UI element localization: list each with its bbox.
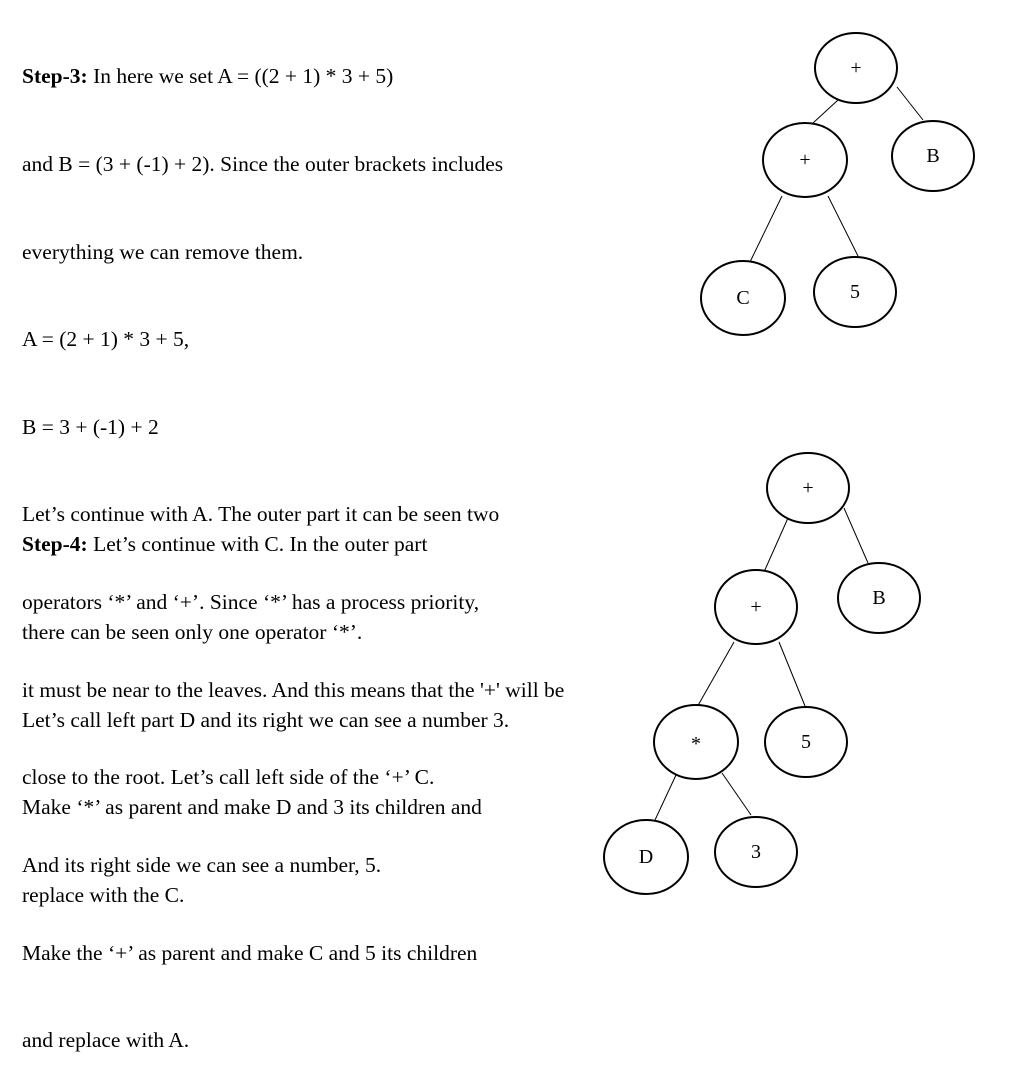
step3-label-c: C: [736, 287, 750, 309]
step4-label-mid: +: [750, 596, 762, 618]
step3-heading: Step-3:: [22, 64, 88, 89]
step3-line-6: operators ‘*’ and ‘+’. Since ‘*’ has a process priority,: [22, 590, 480, 615]
step3-label-root: +: [850, 57, 862, 79]
step4-line-3: Make ‘*’ as parent and make D and 3 its children and: [22, 795, 482, 820]
step4-tree: [604, 453, 920, 894]
step4-edge-star-3: [722, 773, 751, 815]
step4-edge-mid-star: [696, 642, 734, 709]
step4-edge-root-mid: [764, 518, 788, 572]
step3-line-9: And its right side we can see a number, 5.: [22, 852, 382, 877]
step4-heading: Step-4:: [22, 532, 88, 557]
step3-tree: [701, 33, 974, 335]
step4-line-0: Step-4: Let’s continue with C. In the outer part: [22, 532, 428, 557]
step3-line-2: everything we can remove them.: [22, 239, 304, 264]
step3-label-5: 5: [850, 281, 860, 303]
step4-edge-root-b: [844, 508, 868, 563]
step3-line-11: and replace with A.: [22, 1028, 190, 1053]
step4-edge-mid-5: [779, 642, 805, 706]
step3-line-5: Let’s continue with A. The outer part it can be seen two: [22, 502, 500, 527]
step4-label-star: *: [691, 733, 701, 755]
step4-label-3: 3: [751, 841, 761, 863]
step3-label-b: B: [926, 145, 940, 167]
step4-line-4: replace with the C.: [22, 882, 185, 907]
step3-edge-root-b: [897, 87, 923, 120]
step3-line-7: it must be near to the leaves. And this means that the '+' will be: [22, 677, 565, 702]
step3-line-1: and B = (3 + (-1) + 2). Since the outer brackets includes: [22, 152, 504, 177]
step4-line-2: Let’s call left part D and its right we can see a number 3.: [22, 707, 510, 732]
step3-label-mid: +: [799, 149, 811, 171]
step3-line-0: Step-3: In here we set A = ((2 + 1) * 3 + 5): [22, 64, 394, 89]
step3-edge-mid-c: [750, 196, 782, 262]
step4-label-d: D: [638, 846, 654, 868]
step3-edge-root-mid: [813, 100, 838, 123]
step3-line-8: close to the root. Let’s call left side of the ‘+’ C.: [22, 765, 435, 790]
step4-label-b: B: [872, 587, 886, 609]
step4-label-root: +: [802, 477, 814, 499]
step3-line-4: B = 3 + (-1) + 2: [22, 414, 159, 439]
step4-edge-star-d: [655, 775, 676, 820]
step4-line-1: there can be seen only one operator ‘*’.: [22, 620, 363, 645]
step3-edge-mid-5: [828, 196, 858, 256]
step4-label-5: 5: [801, 731, 811, 753]
step3-line-10: Make the ‘+’ as parent and make C and 5 its children: [22, 940, 478, 965]
step3-line-3: A = (2 + 1) * 3 + 5,: [22, 327, 190, 352]
